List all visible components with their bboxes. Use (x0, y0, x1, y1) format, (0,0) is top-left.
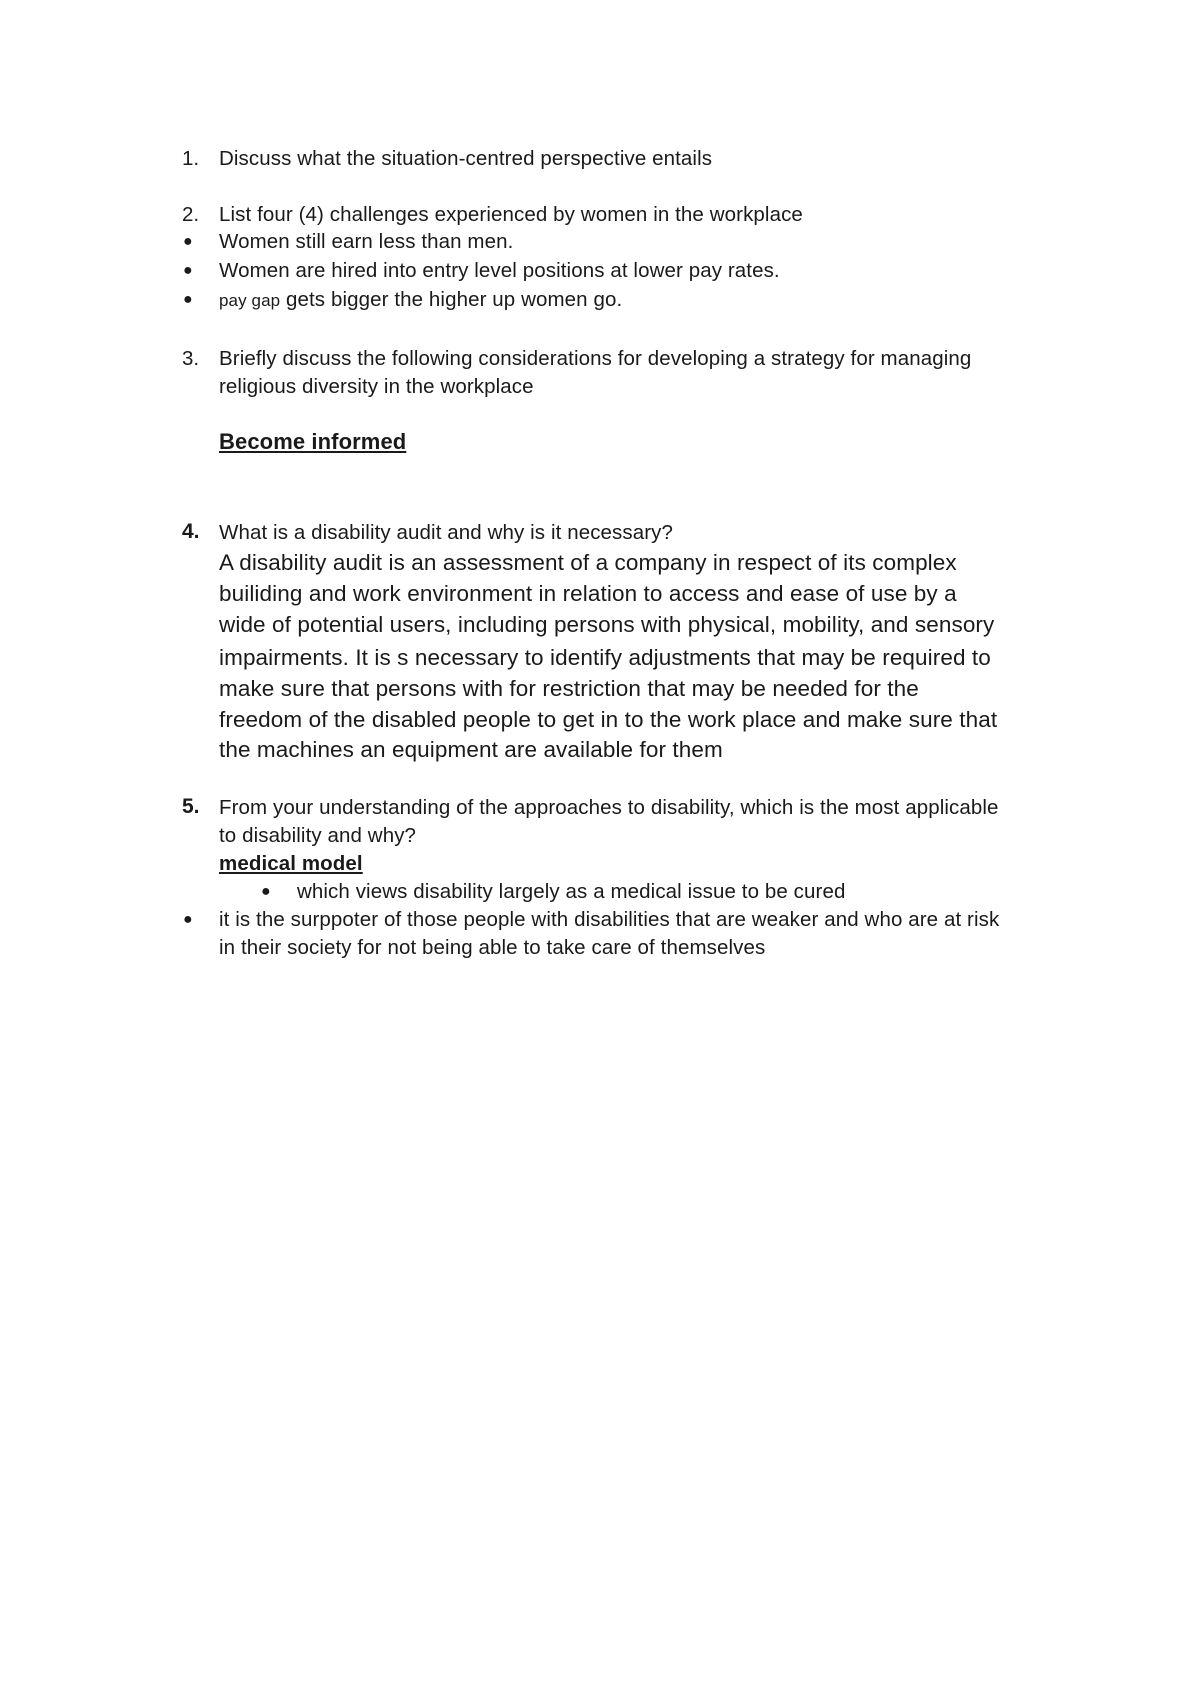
q5-bullet-line-2: in their society for not being able to take care of themselves (219, 936, 766, 959)
q4-number: 4. (182, 520, 200, 543)
q1-number: 1. (182, 147, 200, 170)
bullet-icon: ● (183, 291, 193, 308)
q5-number: 5. (182, 795, 200, 818)
q5-bullet-line-1: it is the surppoter of those people with disabilities that are weaker and who are at risk (219, 908, 1000, 931)
q5-line-2: to disability and why? (219, 824, 417, 847)
q4-answer-line-7: the machines an equipment are available for them (219, 737, 723, 762)
q4-answer-line-4: impairments. It is s necessary to identify adjustments that may be required to (219, 645, 991, 670)
q4-answer-line-2: builiding and work environment in relation to access and ease of use by a (219, 581, 957, 606)
q2-bullet-2: Women are hired into entry level positions at lower pay rates. (219, 259, 780, 282)
bullet-icon: ● (183, 262, 193, 279)
bullet-icon: ● (261, 883, 271, 900)
q3-line-1: Briefly discuss the following considerations for developing a strategy for managing (219, 347, 972, 370)
q2-number: 2. (182, 203, 200, 226)
bullet-icon: ● (183, 233, 193, 250)
q2-bullet-3-rest: gets bigger the higher up women go. (280, 288, 623, 311)
bullet-icon: ● (183, 911, 193, 928)
q1-text: Discuss what the situation-centred perspective entails (219, 147, 713, 170)
q5-subheading: medical model (219, 852, 363, 875)
q2-bullet-3 (219, 288, 622, 313)
q4-answer-line-1: A disability audit is an assessment of a company in respect of its complex (219, 550, 957, 575)
q3-heading: Become informed (219, 429, 407, 454)
q3-number: 3. (182, 347, 200, 370)
q2-bullet-1: Women still earn less than men. (219, 230, 514, 253)
q4-answer-line-6: freedom of the disabled people to get in to the work place and make sure that (219, 707, 998, 732)
q5-line-1: From your understanding of the approaches to disability, which is the most applicable (219, 796, 999, 819)
q3-line-2: religious diversity in the workplace (219, 375, 534, 398)
q4-answer-line-5: make sure that persons with for restriction that may be needed for the (219, 676, 919, 701)
q4-text: What is a disability audit and why is it necessary? (219, 521, 674, 544)
q2-text: List four (4) challenges experienced by women in the workplace (219, 203, 803, 226)
q4-answer-line-3: wide of potential users, including persons with physical, mobility, and sensory (219, 612, 995, 637)
pay-gap-term: pay gap (219, 291, 281, 310)
q5-sub-bullet: which views disability largely as a medical issue to be cured (297, 880, 846, 903)
